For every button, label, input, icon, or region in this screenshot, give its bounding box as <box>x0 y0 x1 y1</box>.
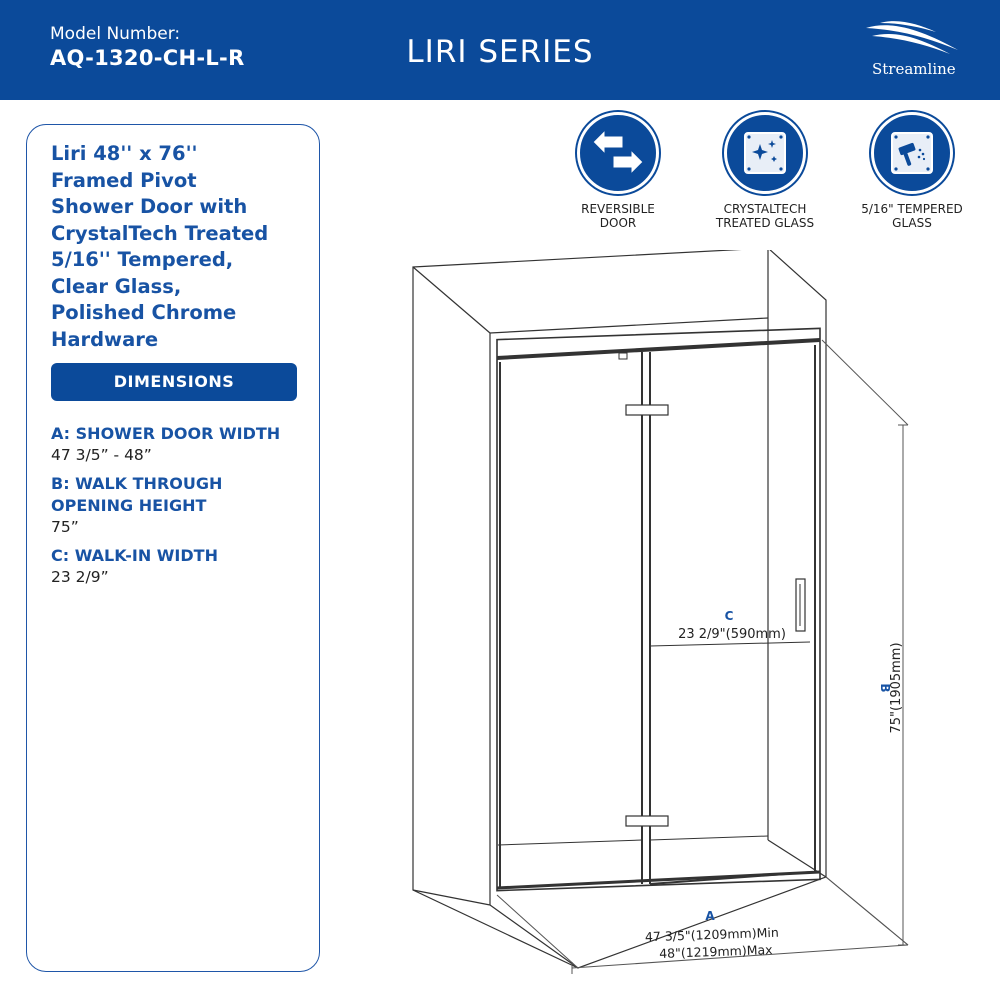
shower-door-diagram <box>400 250 960 990</box>
feature-circle <box>724 112 806 194</box>
header-bar <box>0 0 1000 100</box>
top-hinge <box>626 405 668 415</box>
feature-crystaltech-glass <box>700 112 830 230</box>
dimension-a-max: 48"(1219mm)Max <box>658 942 773 961</box>
brand-name: Streamline <box>872 60 956 78</box>
reversible-arrows-icon <box>577 112 659 194</box>
crystaltech-glass-icon <box>724 112 806 194</box>
feature-circle <box>871 112 953 194</box>
series-title: LIRI SERIES <box>406 34 594 70</box>
dimension-c-value: 23 2/9"(590mm) <box>678 627 786 642</box>
dimension-label: B: WALK THROUGH OPENING HEIGHT <box>51 474 223 515</box>
dimension-label: C: WALK-IN WIDTH <box>51 546 218 565</box>
feature-circle <box>577 112 659 194</box>
feature-label: 5/16" TEMPERED GLASS <box>861 202 963 230</box>
dimension-a-letter: A <box>705 909 715 923</box>
dimension-value: 75” <box>51 518 79 536</box>
product-info-panel <box>26 124 320 972</box>
dimension-b-letter: B <box>878 683 892 693</box>
dimension-item-b <box>51 473 317 537</box>
dimension-value: 23 2/9” <box>51 568 109 586</box>
tempered-glass-hammer-icon <box>871 112 953 194</box>
dimension-label: A: SHOWER DOOR WIDTH <box>51 424 281 443</box>
feature-label: CRYSTALTECH TREATED GLASS <box>715 202 815 230</box>
feature-reversible-door <box>553 112 683 230</box>
streamline-wave-icon <box>862 20 962 56</box>
dimension-value: 47 3/5” - 48” <box>51 446 152 464</box>
top-clip <box>619 353 627 359</box>
dimension-item-c <box>51 545 317 587</box>
dimensions-list <box>51 423 317 595</box>
model-number-label: Model Number: <box>50 24 181 44</box>
brand-logo <box>858 20 968 84</box>
feature-label: REVERSIBLE DOOR <box>581 202 655 230</box>
model-number: AQ-1320-CH-L-R <box>50 46 245 70</box>
dimension-a-min: 47 3/5"(1209mm)Min <box>644 924 779 945</box>
product-title: Liri 48'' x 76'' Framed Pivot Shower Door with CrystalTech Treated 5/16'' Tempered, Clear Glass, Polished Chrome Hardware <box>51 142 269 351</box>
dimension-b-value: 75"(1905mm) <box>889 642 904 734</box>
bottom-hinge <box>626 816 668 826</box>
dimension-c-letter: C <box>724 609 734 623</box>
dimension-item-a <box>51 423 317 465</box>
feature-tempered-glass <box>847 112 977 230</box>
dimensions-button: DIMENSIONS <box>51 363 297 401</box>
